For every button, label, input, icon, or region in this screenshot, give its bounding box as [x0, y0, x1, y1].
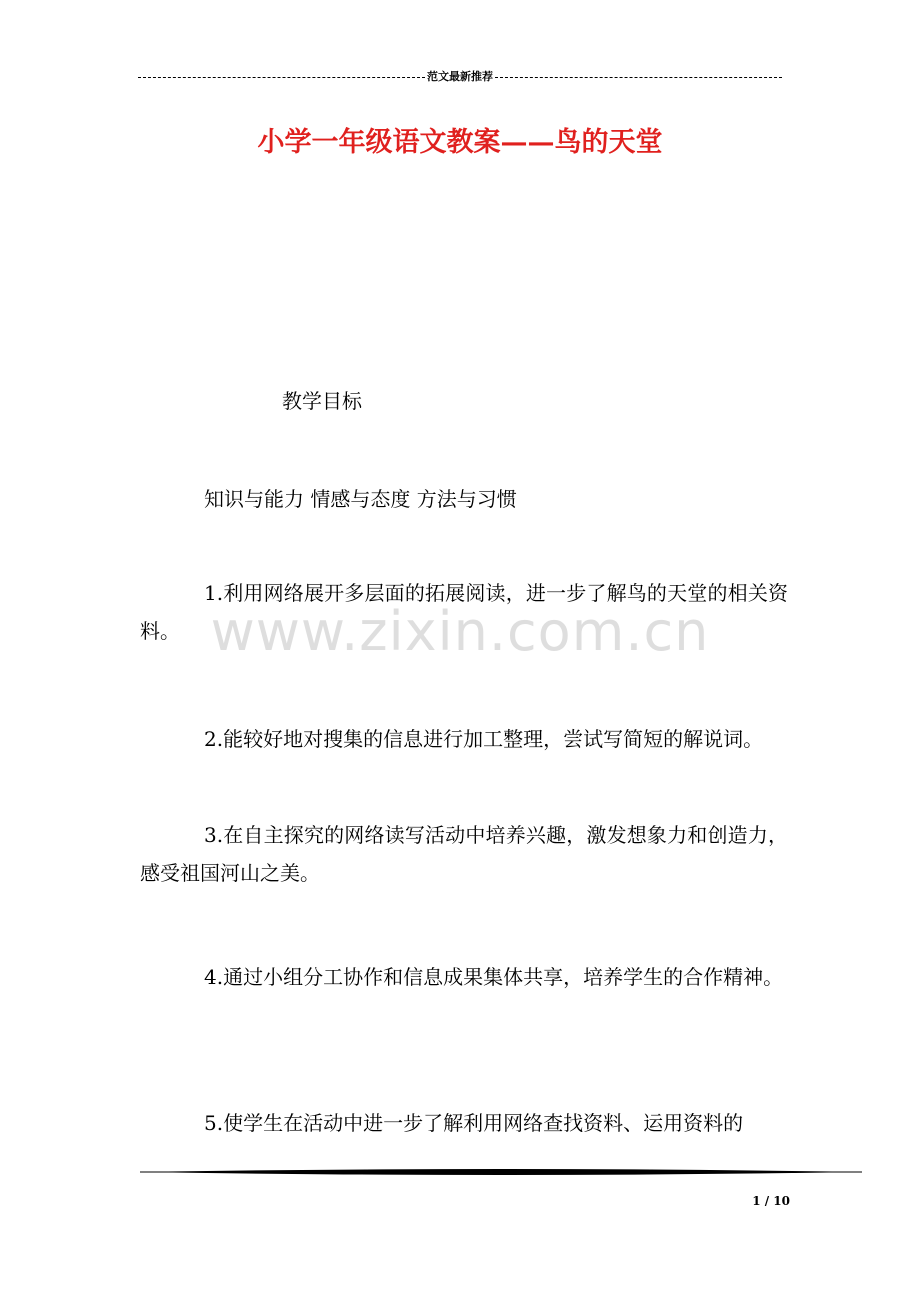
page-number: 1 / 10 — [752, 1194, 790, 1208]
categories-line: 知识与能力 情感与态度 方法与习惯 — [204, 487, 517, 511]
header-left-rule — [138, 77, 425, 78]
header-banner — [138, 68, 782, 84]
paragraph-1: 1.利用网络展开多层面的拓展阅读，进一步了解鸟的天堂的相关资料。 — [140, 581, 788, 643]
watermark-text: www.zixin.com.cn — [210, 600, 710, 663]
document-title: 小学一年级语文教案——鸟的天堂 — [257, 127, 663, 158]
header-right-rule — [495, 77, 782, 78]
paragraph-3: 3.在自主探究的网络读写活动中培养兴趣，激发想象力和创造力，感受祖国河山之美。 — [140, 823, 788, 885]
paragraph-5: 5.使学生在活动中进一步了解利用网络查找资料、运用资料的 — [204, 1111, 744, 1135]
footer-rule — [140, 1168, 862, 1176]
paragraph-4: 4.通过小组分工协作和信息成果集体共享，培养学生的合作精神。 — [204, 965, 784, 989]
paragraph-2: 2.能较好地对搜集的信息进行加工整理，尝试写简短的解说词。 — [204, 727, 764, 751]
section-heading: 教学目标 — [282, 389, 362, 413]
header-label: 范文最新推荐 — [427, 70, 493, 83]
